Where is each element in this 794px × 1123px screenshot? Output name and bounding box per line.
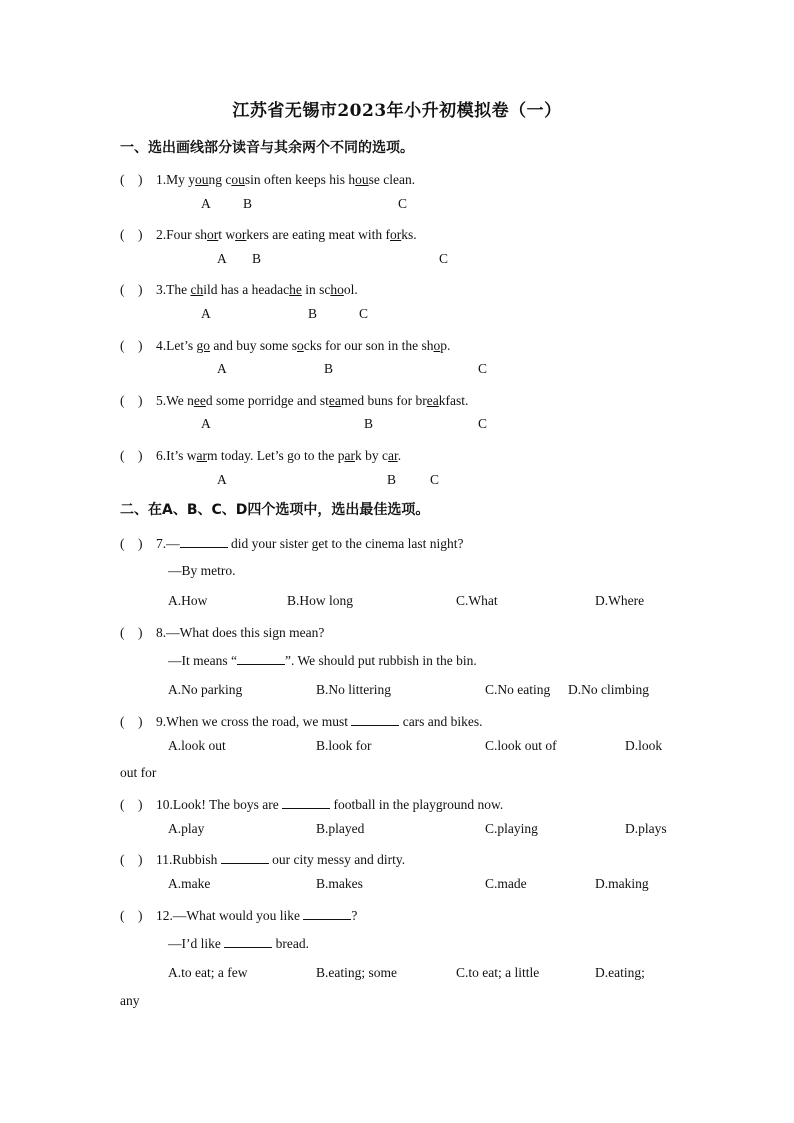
section-1-heading: 一、选出画线部分读音与其余两个不同的选项。	[120, 140, 414, 156]
q11-option-b[interactable]: B.makes	[316, 876, 363, 891]
question-10	[120, 793, 503, 813]
question-8	[120, 621, 324, 641]
q1-underline-c: ou	[355, 172, 369, 187]
q4-text: cks for our son in the sh	[303, 338, 434, 353]
q3-text: ild has a headac	[203, 282, 290, 297]
question-1	[120, 168, 415, 188]
q1-text: sin often keeps his h	[244, 172, 356, 187]
q4-underline-a: go	[196, 338, 210, 353]
q9-option-d-wrap: out for	[120, 765, 157, 780]
q6-text: m today. Let’s go to the p	[207, 448, 345, 463]
q8-option-b[interactable]: B.No littering	[316, 682, 391, 697]
q5-underline-a: ee	[193, 393, 206, 408]
q12-reply-text: —I’d like	[168, 936, 225, 951]
q6-underline-b: ar	[344, 448, 355, 463]
answer-paren[interactable]: ( )	[120, 852, 143, 867]
q7-option-a[interactable]: A.How	[168, 593, 208, 608]
q2-label-c: C	[439, 251, 449, 266]
q3-underline-a: ch	[190, 282, 204, 297]
q5-underline-c: ea	[426, 393, 439, 408]
q3-label-a: A	[201, 306, 211, 321]
q5-underline-b: ea	[328, 393, 341, 408]
q2-underline-c: or	[389, 227, 402, 242]
q2-label-b: B	[252, 251, 262, 266]
q12-stem: 12.—What would you like	[156, 908, 304, 923]
q12-option-d[interactable]: D.eating;	[595, 965, 645, 980]
q10-stem: football in the playground now.	[330, 797, 504, 812]
q3-label-b: B	[308, 306, 318, 321]
q2-text: t w	[218, 227, 236, 242]
q8-option-c[interactable]: C.No eating	[485, 682, 551, 697]
q11-stem: 11.Rubbish	[156, 852, 221, 867]
q3-underline-b: he	[289, 282, 302, 297]
q7-stem: did your sister get to the cinema last night?	[227, 536, 464, 551]
q5-text: 5.We n	[156, 393, 194, 408]
q8-option-a[interactable]: A.No parking	[168, 682, 243, 697]
q5-text: d some porridge and st	[205, 393, 329, 408]
q9-option-d[interactable]: D.look	[625, 738, 663, 753]
q3-text: in sc	[301, 282, 331, 297]
answer-paren[interactable]: ( )	[120, 625, 143, 640]
q8-reply	[168, 653, 477, 669]
q9-stem: cars and bikes.	[399, 714, 483, 729]
q12-reply	[168, 936, 309, 952]
fill-blank[interactable]	[180, 536, 228, 548]
answer-paren[interactable]: ( )	[120, 908, 143, 923]
q7-option-d[interactable]: D.Where	[595, 593, 645, 608]
q3-text: ol.	[343, 282, 358, 297]
q6-label-c: C	[430, 472, 440, 487]
q5-label-a: A	[201, 416, 211, 431]
q5-text: kfast.	[438, 393, 469, 408]
q12-stem: ?	[351, 908, 358, 923]
q4-text: p.	[440, 338, 451, 353]
q3-label-c: C	[359, 306, 369, 321]
q1-label-c: C	[398, 196, 408, 211]
q7-stem: 7.—	[156, 536, 180, 551]
answer-paren[interactable]: ( )	[120, 448, 143, 463]
q3-underline-c: ho	[330, 282, 344, 297]
q6-text: 6.It’s w	[156, 448, 197, 463]
answer-paren[interactable]: ( )	[120, 714, 143, 729]
fill-blank[interactable]	[221, 852, 269, 864]
q4-text: 4.Let’s	[156, 338, 197, 353]
q3-text: 3.The	[156, 282, 191, 297]
answer-paren[interactable]: ( )	[120, 282, 143, 297]
q2-underline-b: or	[235, 227, 247, 242]
answer-paren[interactable]: ( )	[120, 536, 143, 551]
q9-option-c[interactable]: C.look out of	[485, 738, 557, 753]
q1-label-b: B	[243, 196, 253, 211]
q1-text: ng c	[208, 172, 232, 187]
q1-underline-b: ou	[231, 172, 245, 187]
q5-label-b: B	[364, 416, 374, 431]
q7-reply: —By metro.	[168, 563, 236, 578]
fill-blank[interactable]	[303, 908, 351, 920]
q2-underline-a: or	[207, 227, 219, 242]
q4-label-b: B	[324, 361, 334, 376]
q1-text: 1.My y	[156, 172, 196, 187]
answer-paren[interactable]: ( )	[120, 393, 143, 408]
answer-paren[interactable]: ( )	[120, 172, 143, 187]
q6-text: .	[397, 448, 402, 463]
q9-option-b[interactable]: B.look for	[316, 738, 372, 753]
q10-stem: 10.Look! The boys are	[156, 797, 283, 812]
question-7	[120, 532, 463, 552]
q12-option-b[interactable]: B.eating; some	[316, 965, 397, 980]
q4-underline-b: o	[297, 338, 304, 353]
q4-label-a: A	[217, 361, 227, 376]
answer-paren[interactable]: ( )	[120, 338, 143, 353]
q6-underline-a: ar	[196, 448, 207, 463]
fill-blank[interactable]	[282, 797, 330, 809]
q6-underline-c: ar	[387, 448, 398, 463]
q6-text: k by c	[354, 448, 388, 463]
fill-blank[interactable]	[224, 936, 272, 948]
q12-option-c[interactable]: C.to eat; a little	[456, 965, 540, 980]
q9-stem: 9.When we cross the road, we must	[156, 714, 352, 729]
q10-option-d[interactable]: D.plays	[625, 821, 667, 836]
q5-text: med buns for br	[340, 393, 427, 408]
q9-option-a[interactable]: A.look out	[168, 738, 226, 753]
q8-option-d[interactable]: D.No climbing	[568, 682, 649, 697]
q8-stem: 8.—What does this sign mean?	[156, 625, 325, 640]
q7-option-c[interactable]: C.What	[456, 593, 498, 608]
q11-option-a[interactable]: A.make	[168, 876, 211, 891]
q2-text: kers are eating meat with f	[246, 227, 390, 242]
answer-paren[interactable]: ( )	[120, 797, 143, 812]
q11-option-c[interactable]: C.made	[485, 876, 527, 891]
q4-label-c: C	[478, 361, 488, 376]
q1-label-a: A	[201, 196, 211, 211]
q8-reply-text: ”. We should put rubbish in the bin.	[284, 653, 477, 668]
q4-underline-c: o	[433, 338, 441, 353]
question-5	[120, 389, 468, 409]
q10-option-b[interactable]: B.played	[316, 821, 365, 836]
question-11	[120, 848, 405, 868]
q1-underline-a: ou	[195, 172, 209, 187]
q8-reply-text: —It means “	[168, 653, 237, 668]
question-2	[120, 223, 417, 243]
page-title: 江苏省无锡市2023年小升初模拟卷（一）	[232, 101, 562, 121]
question-9	[120, 710, 483, 730]
q2-text: ks.	[401, 227, 417, 242]
section-2-heading: 二、在A、B、C、D四个选项中，选出最佳选项。	[120, 502, 430, 518]
q11-option-d[interactable]: D.making	[595, 876, 649, 891]
q12-option-a[interactable]: A.to eat; a few	[168, 965, 248, 980]
q12-option-d-wrap: any	[120, 993, 140, 1008]
q6-label-b: B	[387, 472, 397, 487]
question-12	[120, 904, 357, 924]
q4-text: and buy some s	[210, 338, 297, 353]
q1-text: se clean.	[368, 172, 416, 187]
q2-text: 2.Four sh	[156, 227, 208, 242]
q10-option-c[interactable]: C.playing	[485, 821, 538, 836]
q12-reply-text: bread.	[272, 936, 309, 951]
question-6	[120, 444, 401, 464]
q6-label-a: A	[217, 472, 227, 487]
q10-option-a[interactable]: A.play	[168, 821, 205, 836]
question-4	[120, 334, 450, 354]
q2-label-a: A	[217, 251, 227, 266]
q11-stem: our city messy and dirty.	[268, 852, 406, 867]
q7-option-b[interactable]: B.How long	[287, 593, 354, 608]
fill-blank[interactable]	[237, 653, 285, 665]
question-3	[120, 278, 358, 298]
answer-paren[interactable]: ( )	[120, 227, 143, 242]
q5-label-c: C	[478, 416, 488, 431]
fill-blank[interactable]	[351, 714, 399, 726]
